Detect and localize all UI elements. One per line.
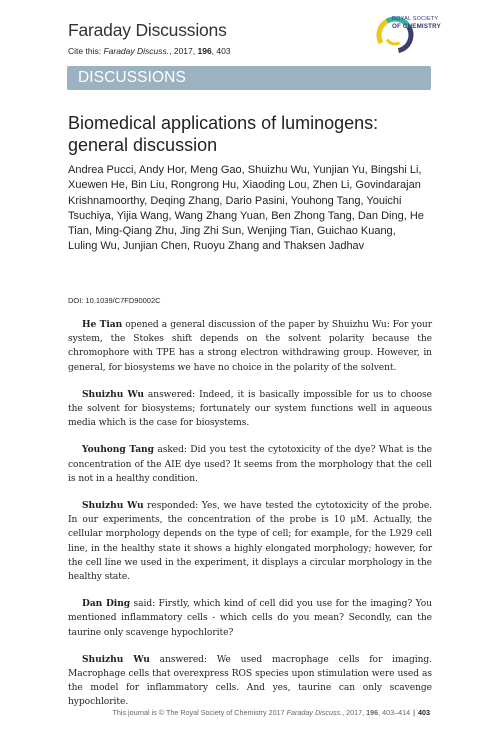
article-title (68, 112, 438, 156)
title-line1: Biomedical applications of luminogens: (68, 113, 379, 133)
author-list: Andrea Pucci, Andy Hor, Meng Gao, Shuizhu Wu, Yunjian Yu, Bingshi Li, Xuewen He, Bin Liu, Rongrong Hu, Xiaoding Lou, Zhen Li, Govindarajan Krishnamoorthy, Deqing Zhang, Dario Pasini, Youhong Tang, Youichi Tsuchiya, Yijia Wang, Wang Zhang Yuan, Ben Zhong Tang, Dan Ding, He Tian, Ming-Qiang Zhu, Jing Zhi Sun, Wenjing Tian, Guichao Kuang, Luling Wu, Junjian Chen, Ruoyu Zhang and Thaksen Jadhav (68, 164, 424, 253)
footer-volume: 196 (366, 708, 379, 717)
paragraph-text: answered: We used macrophage cells for imaging. Macrophage cells that overexpress ROS species upon stimulation were used as the model for inflammatory cells. And yes, taurine can only scavenge hypochlorite. (68, 654, 432, 708)
citation-line (68, 46, 231, 56)
paragraph-text: responded: Yes, we have tested the cytotoxicity of the probe. In our experiments, the concentration of the probe is 10 μM. Actually, the cellular morphology depends on the type of cell; for example, for the L929 cell line, in the healthy state it shows a highly elongated morphology; however, for the cell line we used in the experiment, it displays a circular morphology in the healthy state. (68, 501, 432, 583)
footer-separator: | (413, 708, 415, 717)
paragraph-text: said: Firstly, which kind of cell did you use for the imaging? You mentioned inflammatory cells - which cells do you mean? Secondly, can the taurine only scavenge hypochlorite? (68, 599, 432, 638)
speaker-name: He Tian (82, 319, 123, 330)
footer-prefix: This journal is © The Royal Society of Chemistry 2017 (112, 708, 287, 717)
footer-year: , 2017, (342, 708, 367, 717)
cite-label: Cite this: (68, 46, 102, 56)
paragraph (68, 443, 432, 486)
cite-page: , 403 (211, 46, 231, 56)
cite-year: , 2017, (169, 46, 198, 56)
speaker-name: Shuizhu Wu (82, 388, 144, 400)
section-banner (67, 66, 431, 90)
paragraph-text: answered: Indeed, it is basically impossible for us to choose the solvent for biosystems; fortunately our system functions well in aqueous media which is the case for biosystems. (68, 389, 432, 429)
footer-journal: Faraday Discuss. (286, 708, 343, 717)
section-label: DISCUSSIONS (78, 69, 186, 86)
paragraph (68, 653, 432, 710)
paragraph (68, 597, 432, 640)
footer-pages: , 403–414 (378, 708, 411, 717)
page-footer (0, 708, 430, 717)
paragraph (68, 318, 432, 375)
logo-text (392, 16, 441, 30)
speaker-name: Shuizhu Wu (82, 500, 144, 512)
journal-name: Faraday Discussions (68, 20, 227, 40)
speaker-name: Shuizhu Wu (82, 653, 150, 665)
doi: DOI: 10.1039/C7FD90002C (68, 296, 161, 305)
cite-journal: Faraday Discuss. (103, 46, 170, 56)
logo-line1: ROYAL SOCIETY (392, 16, 439, 22)
paragraph-text: opened a general discussion of the paper by Shuizhu Wu: For your system, the Stokes shift depends on the solvent polarity because the chromophore with TPE has a strong electron withdrawing group. However, in general, for biosystems we have no choice in the polarity of the solvent. (68, 320, 432, 373)
discussion-body (68, 318, 432, 723)
paragraph (68, 388, 432, 431)
logo-line2: OF CHEMISTRY (392, 23, 441, 30)
speaker-name: Dan Ding (82, 598, 131, 610)
cite-volume: 196 (197, 46, 212, 56)
paragraph (68, 499, 432, 584)
page-number: 403 (418, 708, 430, 717)
title-line2: general discussion (68, 135, 218, 155)
speaker-name: Youhong Tang (82, 444, 154, 456)
paragraph-text: asked: Did you test the cytotoxicity of the dye? What is the concentration of the AIE dye used? It seems from the morphology that the cell is not in a healthy condition. (68, 445, 432, 484)
